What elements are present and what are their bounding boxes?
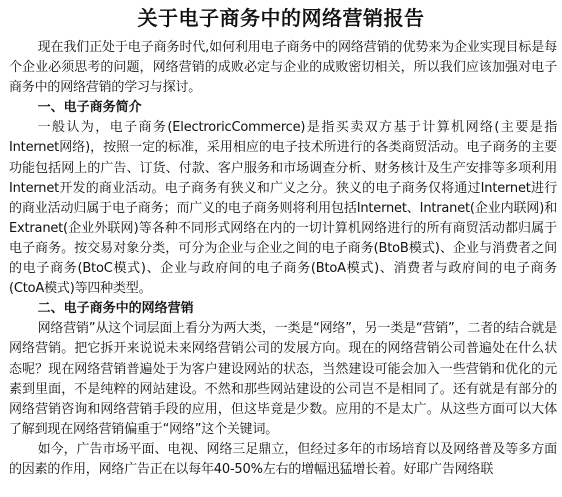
intro-paragraph: 现在我们正处于电子商务时代,如何利用电子商务中的网络营销的优势来为企业实现目标是每个企业必须思考的问题，网络营销的成败必定与企业的成败密切相关，所以我们应该加强对电子商务中的网络营销的学习与探讨。 [9,40,557,96]
section1-paragraph: 一般认为，电子商务(ElectroricCommerce)是指买卖双方基于计算机网络(主要是指Internet网络)，按照一定的标准，采用相应的电子技术所进行的各类商贸活动。电子商务的主要功能包括网上的广告、订货、付款、客户服务和市场调查分析、财务核计及生产安排等多项利用Internet开发的商业活动。电子商务有狭义和广义之分。狭义的电子商务仅将通过Internet进行的商业活动归属于电子商务；而广义的电子商务则将利用包括Internet、Intranet(企业内联网)和Extranet(企业外联网)等各种不同形式网络在内的一切计算机网络进行的所有商贸活动都归属于电子商务。按交易对象分类，可分为企业与企业之间的电子商务(BtoB模式)、企业与消费者之间的电子商务(BtoC模式)、企业与政府间的电子商务(BtoA模式)、消费者与政府间的电子商务(CtoA模式)等四种类型。 [9,120,557,297]
document-body [9,38,557,480]
section-heading-intro: 一、电子商务简介 [37,100,142,116]
document-title: 关于电子商务中的网络营销报告 [137,6,425,30]
section-heading-marketing: 二、电子商务中的网络营销 [37,301,194,317]
section2-paragraph-2: 如今，广告市场平面、电视、网络三足鼎立，但经过多年的市场培育以及网络普及等多方面的因素的作用，网络广告正在以每年40-50%左右的增幅迅猛增长着。好耶广告网络联 [9,441,557,477]
section2-paragraph-1: 网络营销”从这个词层面上看分为两大类，一类是“网络”，另一类是“营销”，二者的结合就是网络营销。把它拆开来说说未来网络营销公司的发展方向。现在的网络营销公司普遍处在什么状态呢？现在网络营销普遍处于为客户建设网站的状态，当然建设可能会加入一些营销和优化的元素到里面，不是纯粹的网站建设。不然和那些网站建设的公司岂不是相同了。还有就是有部分的网络营销咨询和网络营销手段的应用，但这毕竟是少数。应用的不是太广。从这些方面可以大体了解到现在网络营销偏重于“网络”这个关键词。 [9,321,557,437]
